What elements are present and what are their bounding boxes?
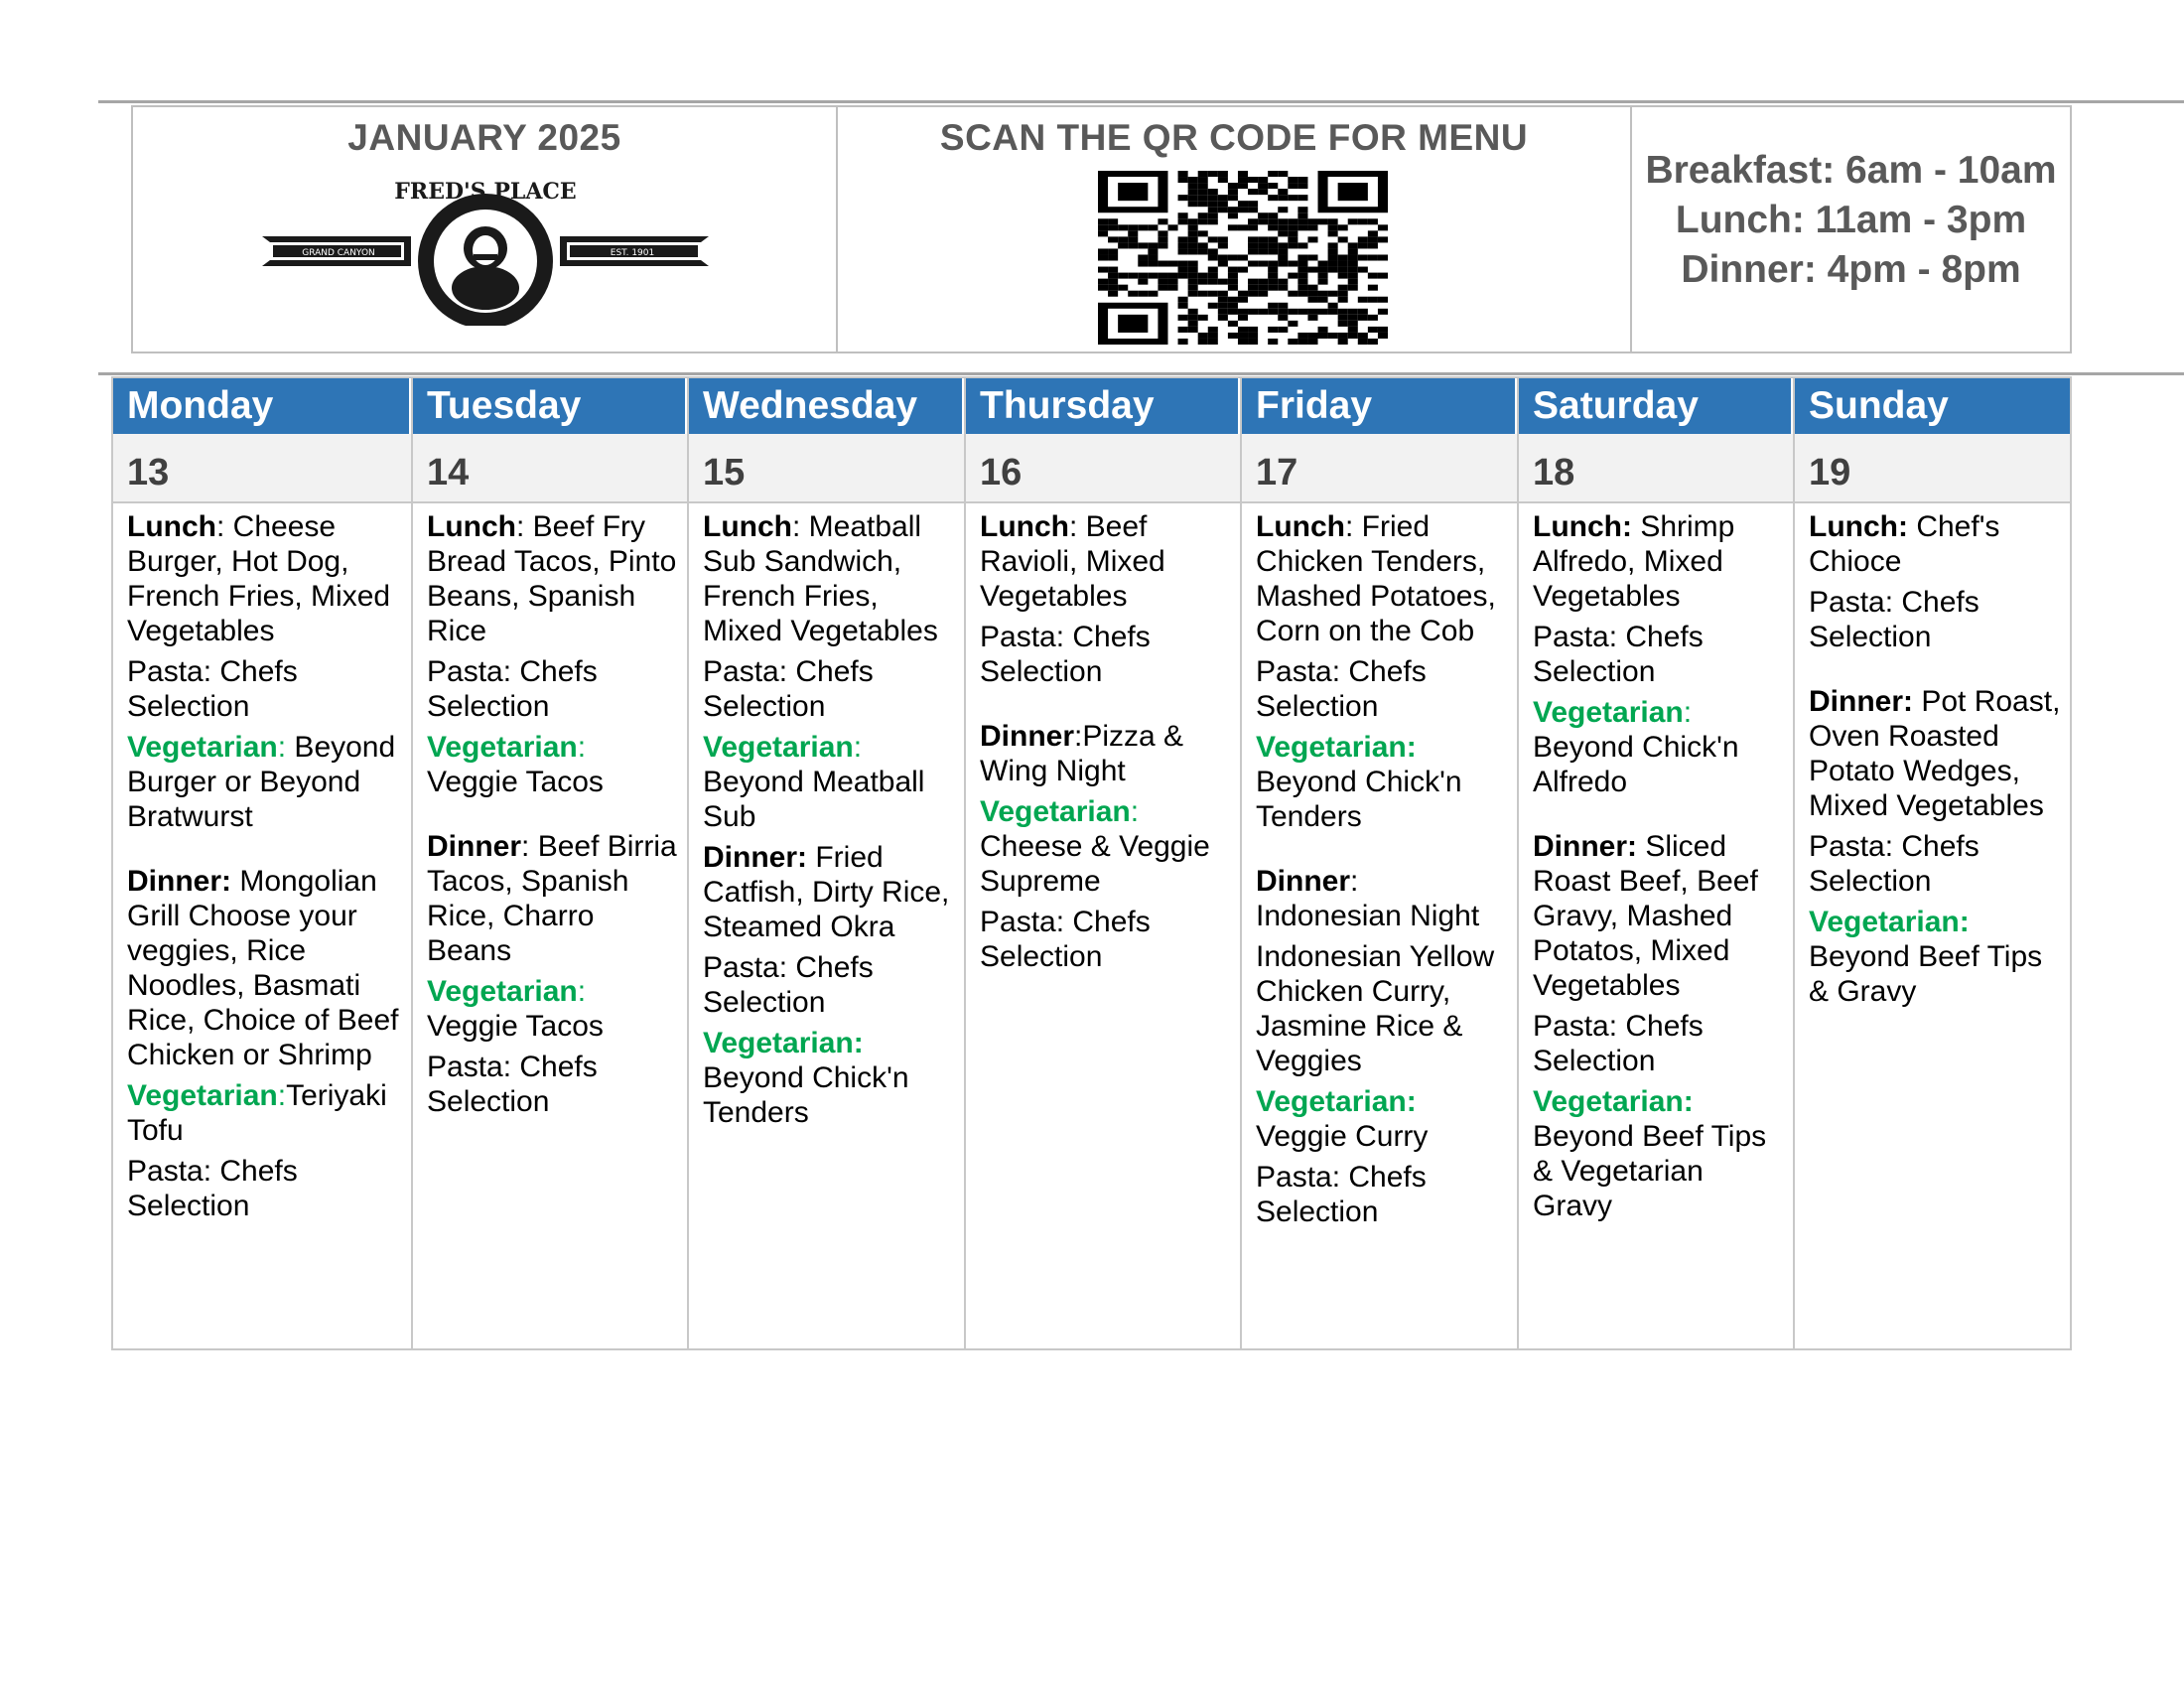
- week-calendar: [111, 376, 2072, 1350]
- menu-text: Pasta: Chefs Selection: [1533, 621, 1704, 688]
- menu-entry: [1256, 1084, 1509, 1154]
- menu-entry: [1256, 730, 1509, 834]
- vegetarian-label: Vegetarian: [127, 1079, 278, 1112]
- day-number: 13: [113, 434, 411, 503]
- menu-text: Sliced Roast Beef, Beef Gravy, Mashed Potatos, Mixed Vegetables: [1533, 830, 1758, 1002]
- menu-text: Mongolian Grill Choose your veggies, Rice Noodles, Basmati Rice, Choice of Beef Chicken or Shrimp: [127, 865, 399, 1071]
- menu-text: Pasta: Chefs Selection: [980, 621, 1151, 688]
- day-column-thursday: [966, 378, 1242, 1348]
- label-separator: :: [577, 731, 587, 764]
- label-separator: :: [216, 510, 233, 543]
- vegetarian-label: Vegetarian: [1533, 696, 1684, 729]
- meal-label: Dinner: [1256, 865, 1351, 898]
- vegetarian-label: Vegetarian: [427, 975, 578, 1008]
- menu-text: Beef Ravioli, Mixed Vegetables: [980, 510, 1165, 613]
- day-header: Thursday: [966, 378, 1240, 434]
- menu-entry: [1533, 695, 1785, 799]
- menu-text: Fried Catfish, Dirty Rice, Steamed Okra: [703, 841, 950, 943]
- day-column-monday: [113, 378, 413, 1348]
- menu-header: [131, 105, 2072, 353]
- menu-entry: [1533, 1084, 1785, 1223]
- meal-label: Lunch: [703, 510, 792, 543]
- label-separator: :: [277, 1079, 287, 1112]
- menu-entry: [1256, 1160, 1509, 1229]
- label-separator: :: [1350, 865, 1359, 898]
- menu-entry: [703, 1026, 956, 1130]
- label-separator: :: [1683, 696, 1693, 729]
- label-separator: :: [521, 830, 538, 863]
- vegetarian-label: Vegetarian:: [1256, 1085, 1417, 1118]
- menu-entry: [1256, 939, 1509, 1078]
- menu-entry: [1533, 1009, 1785, 1078]
- meal-label: Dinner:: [703, 841, 807, 874]
- menu-text: Cheese Burger, Hot Dog, French Fries, Mixed Vegetables: [127, 510, 391, 647]
- meal-label: Dinner: [427, 830, 522, 863]
- menu-text: Pasta: Chefs Selection: [127, 655, 298, 723]
- menu-entry: [1533, 829, 1785, 1003]
- menu-text: Beyond Beef Tips & Vegetarian Gravy: [1533, 1120, 1767, 1222]
- day-header: Sunday: [1795, 378, 2070, 434]
- top-divider: [98, 100, 2184, 103]
- menu-entry: [1809, 829, 2062, 899]
- menu-text: Beyond Chick'n Alfredo: [1533, 731, 1739, 798]
- label-separator: :: [516, 510, 533, 543]
- vegetarian-label: Vegetarian:: [1533, 1085, 1694, 1118]
- menu-text: Pasta: Chefs Selection: [427, 1051, 598, 1118]
- menu-entry: [1809, 585, 2062, 654]
- meal-label: Lunch:: [1533, 510, 1632, 543]
- meal-label: Dinner:: [1533, 830, 1637, 863]
- day-menu: [413, 503, 687, 1119]
- menu-text: Pasta: Chefs Selection: [427, 655, 598, 723]
- vegetarian-label: Vegetarian:: [1809, 906, 1970, 938]
- menu-entry: [127, 730, 403, 834]
- meal-label: Dinner:: [127, 865, 231, 898]
- day-menu: [1242, 503, 1517, 1229]
- menu-text: Beyond Beef Tips & Gravy: [1809, 940, 2043, 1008]
- menu-text: Pasta: Chefs Selection: [1809, 830, 1979, 898]
- menu-entry: [1256, 509, 1509, 648]
- day-header: Monday: [113, 378, 411, 434]
- menu-entry: [1256, 864, 1509, 933]
- menu-text: Indonesian Yellow Chicken Curry, Jasmine Rice & Veggies: [1256, 940, 1495, 1077]
- menu-text: Shrimp Alfredo, Mixed Vegetables: [1533, 510, 1735, 613]
- dinner-hours: Dinner: 4pm - 8pm: [1681, 248, 2021, 291]
- day-menu: [1519, 503, 1793, 1223]
- menu-entry: [127, 1154, 403, 1223]
- meal-label: Lunch: [980, 510, 1069, 543]
- menu-entry: [703, 950, 956, 1020]
- logo-name: FRED'S PLACE: [394, 179, 577, 205]
- menu-entry: [127, 1078, 403, 1148]
- menu-entry: [427, 1050, 679, 1119]
- menu-entry: [127, 654, 403, 724]
- label-separator: :: [1069, 510, 1086, 543]
- day-header: Saturday: [1519, 378, 1793, 434]
- menu-text: Pasta: Chefs Selection: [1809, 586, 1979, 653]
- menu-text: Pot Roast, Oven Roasted Potato Wedges, Mixed Vegetables: [1809, 685, 2061, 822]
- menu-text: Cheese & Veggie Supreme: [980, 830, 1210, 898]
- menu-text: Beyond Meatball Sub: [703, 766, 925, 833]
- menu-text: Meatball Sub Sandwich, French Fries, Mixed Vegetables: [703, 510, 938, 647]
- day-number: 17: [1242, 434, 1517, 503]
- menu-entry: [427, 974, 679, 1044]
- month-title: JANUARY 2025: [347, 117, 621, 158]
- label-separator: :: [1345, 510, 1362, 543]
- day-number: 18: [1519, 434, 1793, 503]
- vegetarian-label: Vegetarian: [980, 795, 1131, 828]
- meal-label: Lunch: [427, 510, 516, 543]
- menu-text: Pasta: Chefs Selection: [703, 655, 874, 723]
- vegetarian-label: Vegetarian:: [703, 1027, 864, 1059]
- menu-text: Pasta: Chefs Selection: [980, 906, 1151, 973]
- menu-entry: [127, 864, 403, 1072]
- vegetarian-label: Vegetarian: [703, 731, 854, 764]
- middle-divider: [98, 372, 2184, 375]
- menu-text: Beef Fry Bread Tacos, Pinto Beans, Spanish Rice: [427, 510, 677, 647]
- menu-text: Pasta: Chefs Selection: [127, 1155, 298, 1222]
- meal-label: Lunch: [127, 510, 216, 543]
- day-number: 19: [1795, 434, 2070, 503]
- label-separator: :: [577, 975, 587, 1008]
- day-column-tuesday: [413, 378, 689, 1348]
- menu-entry: [980, 905, 1232, 974]
- day-column-friday: [1242, 378, 1519, 1348]
- lunch-hours: Lunch: 11am - 3pm: [1675, 199, 2027, 241]
- breakfast-hours: Breakfast: 6am - 10am: [1645, 149, 2057, 192]
- day-menu: [689, 503, 964, 1130]
- menu-text: Fried Chicken Tenders, Mashed Potatoes, Corn on the Cob: [1256, 510, 1496, 647]
- menu-entry: [127, 509, 403, 648]
- menu-entry: [427, 730, 679, 799]
- meal-label: Dinner: [980, 720, 1075, 753]
- menu-entry: [703, 730, 956, 834]
- label-separator: :: [792, 510, 809, 543]
- menu-entry: [703, 654, 956, 724]
- menu-text: Veggie Tacos: [427, 1010, 604, 1043]
- menu-entry: [1533, 620, 1785, 689]
- menu-text: Veggie Tacos: [427, 766, 604, 798]
- menu-text: Beyond Chick'n Tenders: [703, 1061, 909, 1129]
- vegetarian-label: Vegetarian:: [1256, 731, 1417, 764]
- menu-text: Teriyaki Tofu: [127, 1079, 387, 1147]
- menu-text: Beyond Chick'n Tenders: [1256, 766, 1462, 833]
- month-cell: [133, 107, 838, 352]
- menu-entry: [980, 620, 1232, 689]
- day-header: Friday: [1242, 378, 1517, 434]
- menu-entry: [427, 829, 679, 968]
- menu-entry: [980, 794, 1232, 899]
- logo-left-text: GRAND CANYON: [302, 248, 375, 258]
- menu-entry: [1533, 509, 1785, 614]
- menu-text: Chef's Chioce: [1809, 510, 2000, 578]
- menu-text: Veggie Curry: [1256, 1120, 1429, 1153]
- freds-place-logo-icon: [262, 177, 709, 326]
- menu-entry: [427, 509, 679, 648]
- menu-entry: [1809, 509, 2062, 579]
- menu-text: Pasta: Chefs Selection: [1533, 1010, 1704, 1077]
- vegetarian-label: Vegetarian: [127, 731, 278, 764]
- menu-entry: [703, 840, 956, 944]
- meal-label: Lunch:: [1809, 510, 1908, 543]
- label-separator: :: [853, 731, 863, 764]
- meal-label: Dinner:: [1809, 685, 1913, 718]
- day-header: Wednesday: [689, 378, 964, 434]
- label-separator: :: [1074, 720, 1083, 753]
- day-column-sunday: [1795, 378, 2070, 1348]
- hours-cell: [1632, 107, 2070, 352]
- day-header: Tuesday: [413, 378, 687, 434]
- qr-cell: [838, 107, 1632, 352]
- menu-entry: [1809, 684, 2062, 823]
- day-menu: [113, 503, 411, 1223]
- menu-text: Pizza & Wing Night: [980, 720, 1184, 787]
- menu-text: Beyond Burger or Beyond Bratwurst: [127, 731, 396, 833]
- menu-entry: [1809, 905, 2062, 1009]
- menu-entry: [980, 719, 1232, 788]
- menu-text: Indonesian Night: [1256, 900, 1480, 932]
- day-number: 14: [413, 434, 687, 503]
- menu-entry: [980, 509, 1232, 614]
- meal-label: Lunch: [1256, 510, 1345, 543]
- menu-text: Pasta: Chefs Selection: [703, 951, 874, 1019]
- logo-right-text: EST. 1901: [610, 248, 655, 258]
- menu-text: Pasta: Chefs Selection: [1256, 655, 1427, 723]
- menu-text: Pasta: Chefs Selection: [1256, 1161, 1427, 1228]
- day-number: 16: [966, 434, 1240, 503]
- vegetarian-label: Vegetarian: [427, 731, 578, 764]
- day-menu: [966, 503, 1240, 974]
- day-column-saturday: [1519, 378, 1795, 1348]
- qr-title: SCAN THE QR CODE FOR MENU: [939, 117, 1529, 158]
- label-separator: :: [277, 731, 287, 764]
- label-separator: :: [1130, 795, 1140, 828]
- qr-code-icon[interactable]: [1098, 171, 1388, 345]
- menu-entry: [703, 509, 956, 648]
- menu-entry: [1256, 654, 1509, 724]
- day-menu: [1795, 503, 2070, 1009]
- day-column-wednesday: [689, 378, 966, 1348]
- menu-entry: [427, 654, 679, 724]
- day-number: 15: [689, 434, 964, 503]
- menu-text: Beef Birria Tacos, Spanish Rice, Charro Beans: [427, 830, 677, 967]
